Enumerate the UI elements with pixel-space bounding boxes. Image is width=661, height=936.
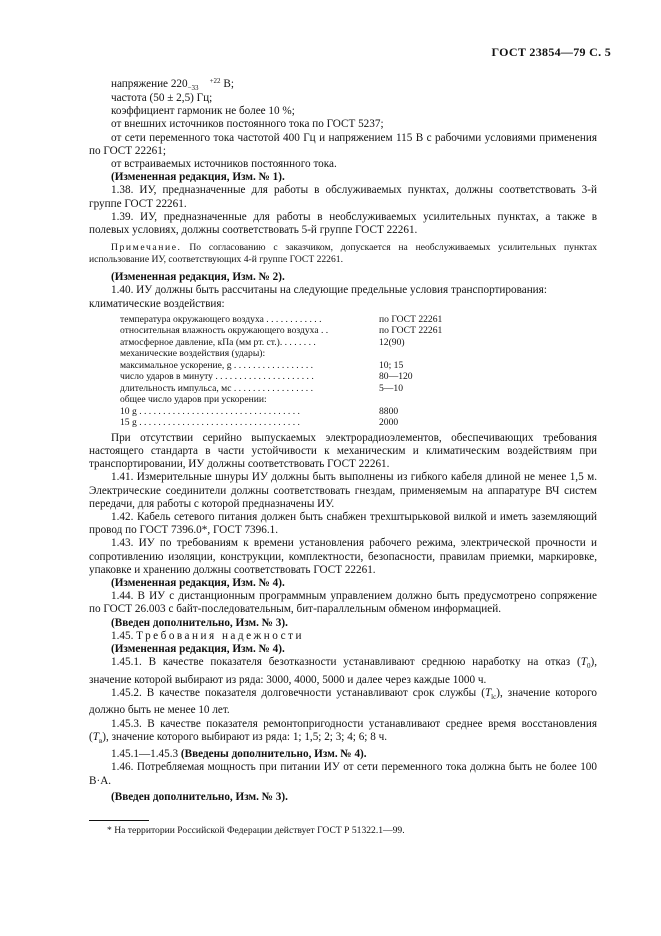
table-row [120, 394, 597, 406]
para-ac-400: от сети переменного тока частотой 400 Гц и напряжением 115 В с рабочими условиями применения по ГОСТ 22261; [89, 131, 597, 157]
text: ), значение которого должно быть не менее 10 лет. [89, 686, 597, 717]
table-label: общее число ударов при ускорении: [120, 394, 267, 406]
para-1-41: 1.41. Измерительные шнуры ИУ должны быть выполнены из гибкого кабеля длиной не менее 1,5 м. Электрические соединители должны соответствовать гнездам, применяемым на аппаратуре ВЧ систем передачи, для работы с которой предназначены ИУ. [89, 471, 597, 510]
introduced-note-4: (Введены дополнительно, Изм. № 4). [180, 748, 367, 761]
table-row [120, 360, 597, 372]
para-external-dc: от внешних источников постоянного тока по ГОСТ 5237; [111, 118, 384, 131]
para-1-45-2 [89, 687, 597, 718]
note-text: По согласованию с заказчиком, допускается на необслуживаемых усилительных пунктах использование ИУ, соответствующих 4-й группе ГОСТ 22261. [89, 242, 597, 266]
symbol: T [580, 656, 587, 669]
table-label: температура окружающего воздуха . . . . . . . . . . . . [120, 313, 322, 325]
table-row [120, 406, 597, 418]
text: 1.45.1. В качестве показателя безотказности устанавливают среднюю наработку на отказ ( [111, 656, 581, 669]
text: ), значение которой выбирают из ряда: 3000, 4000, 5000 и далее через каждые 1000 ч. [89, 656, 597, 686]
table-value: 5—10 [379, 382, 403, 394]
para-1-45-3 [89, 718, 597, 749]
para-1-38: 1.38. ИУ, предназначенные для работы в обслуживаемых пунктах, должны соответствовать 3-й группе ГОСТ 22261. [89, 184, 597, 210]
table-value: 80—120 [379, 371, 413, 383]
voltage-tolerance [188, 78, 221, 92]
footnote-divider [89, 820, 149, 821]
table-row [120, 383, 597, 395]
voltage-lower: −33 [187, 84, 199, 92]
para-1-39: 1.39. ИУ, предназначенные для работы в необслуживаемых усилительных пунктах, а также в полевых условиях, должны соответствовать 5-й группе ГОСТ 22261. [89, 210, 597, 237]
symbol: T [484, 686, 492, 699]
voltage-line [89, 78, 597, 92]
table-row [120, 337, 597, 349]
subscript: lc [491, 693, 497, 702]
para-1-40-climate: климатические воздействия: [89, 297, 225, 310]
section-number: 1.45. [111, 629, 137, 642]
para-harmonics: коэффициент гармоник не более 10 %; [111, 105, 295, 118]
table-label: относительная влажность окружающего воздуха . . [120, 325, 329, 337]
note-label: Примечание. [111, 242, 182, 254]
para-1-45-range [89, 748, 597, 761]
amendment-note-4a: (Измененная редакция, Изм. № 4). [111, 577, 285, 590]
voltage-text: напряжение 220 [111, 78, 188, 90]
table-value: по ГОСТ 22261 [379, 313, 443, 325]
introduced-note-3a: (Введен дополнительно, Изм. № 3). [111, 616, 288, 629]
table-label: максимальное ускорение, g . . . . . . . . . . . . . . . . . [120, 359, 314, 371]
voltage-upper: +22 [209, 77, 221, 85]
table-row [120, 325, 597, 337]
para-1-43: 1.43. ИУ по требованиям к времени установления рабочего режима, электрической прочности и сопротивлению изоляции, конструкции, комплектности, безопасности, правилам приемки, маркировке, упаковке и хранению должны соответствовать ГОСТ 22261. [89, 537, 597, 576]
table-row [120, 417, 597, 429]
amendment-note-1: (Измененная редакция, Изм. № 1). [111, 171, 285, 184]
table-value: по ГОСТ 22261 [379, 325, 443, 337]
table-row [120, 348, 597, 360]
symbol: T [92, 730, 99, 743]
introduced-note-3b: (Введен дополнительно, Изм. № 3). [111, 790, 288, 803]
table-value: 2000 [379, 417, 399, 429]
document-body [89, 78, 597, 837]
table-label: механические воздействия (удары): [120, 348, 266, 360]
para-1-42: 1.42. Кабель сетевого питания должен быть снабжен трехштырьковой вилкой и иметь заземляющий провод по ГОСТ 7396.0*, ГОСТ 7396.1. [89, 511, 597, 537]
voltage-unit: В; [220, 78, 234, 90]
text: ), значение которого выбирают из ряда: 1; 1,5; 2; 3; 4; 6; 8 ч. [102, 730, 388, 743]
note-block [89, 242, 597, 266]
table-label: длительность импульса, мс . . . . . . . . . . . . . . . . . [120, 382, 313, 394]
para-1-46: 1.46. Потребляемая мощность при питании ИУ от сети переменного тока должна быть не более 100 В·А. [89, 761, 597, 787]
transport-conditions-table [120, 314, 597, 429]
para-1-45 [89, 630, 597, 643]
table-label: 10 g . . . . . . . . . . . . . . . . . . . . . . . . . . . . . . . . . . [120, 405, 300, 417]
para-1-45-1 [89, 656, 597, 687]
para-builtin-dc: от встраиваемых источников постоянного тока. [111, 158, 337, 171]
table-label: число ударов в минуту . . . . . . . . . . . . . . . . . . . . . [120, 371, 314, 383]
para-frequency: частота (50 ± 2,5) Гц; [111, 92, 213, 104]
para-1-44: 1.44. В ИУ с дистанционным программным управлением должно быть предусмотрено сопряжение по ГОСТ 26.003 с байт-последовательным, бит-параллельным обменом информацией. [89, 590, 597, 616]
amendment-note-4b: (Измененная редакция, Изм. № 4). [111, 643, 285, 656]
para-serial-elements: При отсутствии серийно выпускаемых электрорадиоэлементов, обеспечивающих требования настоящего стандарта в части устойчивости к механическим и климатическим воздействиям при транспортировании, ИУ должны соответствовать ГОСТ 22261. [89, 431, 597, 471]
table-value: 8800 [379, 405, 399, 417]
subscript: 0 [586, 662, 591, 671]
table-row [120, 371, 597, 383]
section-title: Требования надежности [136, 629, 304, 642]
text: 1.45.2. В качестве показателя долговечности устанавливают срок службы ( [111, 686, 485, 699]
text: 1.45.1—1.45.3 [111, 748, 181, 761]
table-row [120, 314, 597, 326]
page-header: ГОСТ 23854—79 С. 5 [491, 45, 611, 59]
footnote: * На территории Российской Федерации действует ГОСТ Р 51322.1—99. [107, 825, 405, 837]
table-value: 10; 15 [379, 359, 404, 371]
text: 1.45.3. В качестве показателя ремонтопригодности устанавливают среднее время восстановления ( [89, 717, 597, 743]
amendment-note-2: (Измененная редакция, Изм. № 2). [111, 271, 285, 284]
para-1-40: 1.40. ИУ должны быть рассчитаны на следующие предельные условия транспортирования: [111, 284, 547, 297]
subscript: в [98, 737, 103, 746]
table-label: 15 g . . . . . . . . . . . . . . . . . . . . . . . . . . . . . . . . . . [120, 417, 300, 429]
table-value: 12(90) [379, 336, 405, 348]
table-label: атмосферное давление, кПа (мм рт. ст.). . . . . . . . [120, 336, 316, 348]
